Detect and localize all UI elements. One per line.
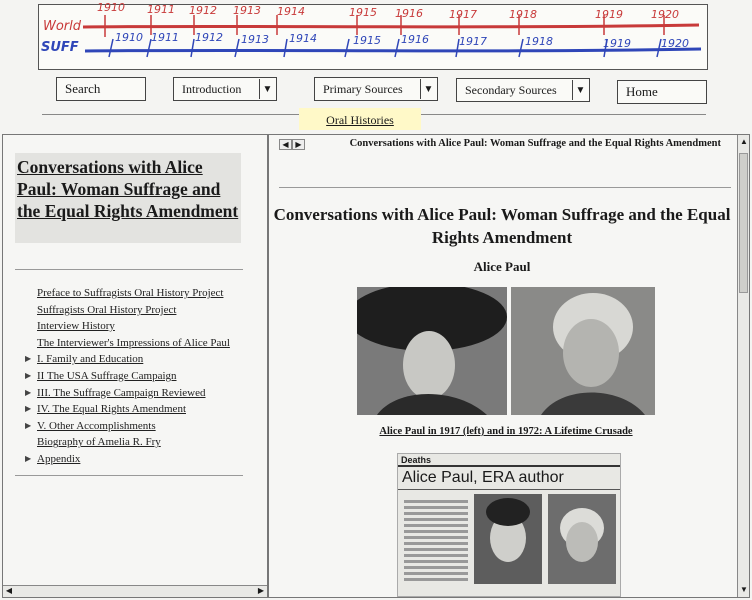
- scroll-right-icon[interactable]: ▶: [257, 586, 265, 595]
- expand-triangle-icon[interactable]: ▶: [25, 453, 32, 463]
- photo-caption[interactable]: Alice Paul in 1917 (left) and in 1972: A Lifetime Crusade: [379, 426, 633, 437]
- clipping-photo-left: [474, 494, 542, 584]
- alice-paul-1917-photo: [357, 287, 507, 415]
- divider: [15, 475, 243, 476]
- toc-link[interactable]: Suffragists Oral History Project: [37, 303, 177, 316]
- toc-link[interactable]: Preface to Suffragists Oral History Project: [37, 287, 224, 299]
- world-year: 1911: [147, 3, 175, 16]
- toc-link[interactable]: Interview History: [37, 320, 115, 333]
- forward-arrow-icon[interactable]: ▶: [292, 139, 305, 150]
- scroll-left-icon[interactable]: ◀: [5, 586, 13, 595]
- world-year: 1912: [189, 4, 217, 17]
- world-year: 1918: [509, 8, 537, 21]
- world-year: 1917: [449, 8, 477, 21]
- toc-title-box: [15, 153, 241, 243]
- secondary-sources-dropdown[interactable]: [456, 78, 590, 102]
- expand-triangle-icon[interactable]: ▶: [25, 404, 32, 414]
- world-year: 1913: [233, 4, 261, 17]
- expand-triangle-icon[interactable]: ▶: [25, 387, 32, 397]
- toc-item[interactable]: [25, 335, 265, 352]
- clipping-section: Deaths: [401, 455, 432, 465]
- chevron-down-icon[interactable]: ▼: [259, 79, 275, 99]
- scrollbar-thumb[interactable]: [739, 153, 748, 293]
- scroll-down-icon[interactable]: ▼: [740, 585, 748, 594]
- search-button-label: Search: [65, 81, 101, 96]
- home-button-label: Home: [626, 84, 658, 99]
- suff-year: 1916: [401, 33, 429, 46]
- toc-title[interactable]: Conversations with Alice Paul: Woman Suffrage and the Equal Rights Amendment: [17, 157, 239, 221]
- toc-item[interactable]: [25, 302, 265, 319]
- suff-year: 1918: [525, 35, 553, 48]
- timeline-suff-label: SUFF: [41, 40, 79, 55]
- toc-item[interactable]: [25, 418, 265, 435]
- introduction-dropdown[interactable]: [173, 77, 277, 101]
- divider: [279, 187, 731, 188]
- introduction-label: Introduction: [182, 81, 242, 96]
- toc-item[interactable]: [25, 385, 265, 402]
- toc-link[interactable]: II The USA Suffrage Campaign: [37, 369, 177, 382]
- toc-pane: [3, 135, 269, 597]
- suff-year: 1912: [195, 31, 223, 44]
- primary-sources-label: Primary Sources: [323, 81, 403, 96]
- toc-link[interactable]: Biography of Amelia R. Fry: [37, 436, 161, 449]
- world-year: 1916: [395, 7, 423, 20]
- toc-item[interactable]: [25, 434, 265, 451]
- home-button[interactable]: [617, 80, 707, 104]
- document-pane: [271, 135, 737, 597]
- toc-link[interactable]: IV. The Equal Rights Amendment: [37, 403, 186, 416]
- scroll-up-icon[interactable]: ▲: [740, 137, 748, 146]
- expand-triangle-icon[interactable]: ▶: [25, 370, 32, 380]
- toc-item[interactable]: [25, 451, 265, 468]
- secondary-sources-label: Secondary Sources: [465, 82, 557, 97]
- world-year: 1914: [277, 5, 305, 18]
- clipping-text-column: [404, 500, 468, 584]
- alice-paul-1972-photo: [511, 287, 655, 415]
- newspaper-clipping: [397, 453, 621, 597]
- expand-triangle-icon[interactable]: ▶: [25, 354, 32, 364]
- suff-year: 1919: [603, 37, 631, 50]
- document-author: Alice Paul: [473, 259, 531, 274]
- primary-sources-dropdown[interactable]: [314, 77, 438, 101]
- chevron-down-icon[interactable]: ▼: [572, 80, 588, 100]
- suff-year: 1913: [241, 33, 269, 46]
- vertical-scrollbar[interactable]: [737, 135, 749, 597]
- document-title: Conversations with Alice Paul: Woman Suffrage and the Equal Rights Amendment: [273, 205, 731, 247]
- submenu-oral-histories[interactable]: [299, 108, 421, 130]
- toc-link[interactable]: I. Family and Education: [37, 353, 144, 366]
- toc-item[interactable]: [25, 318, 265, 335]
- document-header-title: Conversations with Alice Paul: Woman Suffrage and the Equal Rights Amendment: [349, 138, 721, 149]
- suff-year: 1914: [289, 32, 317, 45]
- horizontal-scrollbar[interactable]: [3, 585, 267, 597]
- world-year: 1910: [97, 1, 125, 14]
- portrait-young-image: [357, 287, 507, 415]
- clipping-headline: Alice Paul, ERA author: [398, 467, 620, 490]
- world-year: 1919: [595, 8, 623, 21]
- back-arrow-icon[interactable]: ◀: [279, 139, 292, 150]
- toc-item[interactable]: [25, 368, 265, 385]
- content-frame: [2, 134, 750, 598]
- portrait-old-image: [511, 287, 655, 415]
- world-year: 1915: [349, 6, 377, 19]
- world-year: 1920: [651, 8, 679, 21]
- suff-year: 1910: [115, 31, 143, 44]
- toc-item[interactable]: [25, 351, 265, 368]
- toc-list: [25, 285, 265, 468]
- suff-year: 1911: [151, 31, 179, 44]
- toc-link[interactable]: The Interviewer's Impressions of Alice Paul: [37, 336, 230, 349]
- toc-item[interactable]: [25, 401, 265, 418]
- chevron-down-icon[interactable]: ▼: [420, 79, 436, 99]
- toc-item[interactable]: [25, 285, 265, 302]
- page-nav-arrows: [279, 139, 305, 150]
- clipping-photo-right: [548, 494, 616, 584]
- divider: [15, 269, 243, 270]
- expand-triangle-icon[interactable]: ▶: [25, 420, 32, 430]
- suff-year: 1917: [459, 35, 487, 48]
- suff-year: 1915: [353, 34, 381, 47]
- suff-year: 1920: [661, 37, 689, 50]
- timeline-world-label: World: [43, 19, 82, 34]
- toc-link[interactable]: V. Other Accomplishments: [37, 419, 156, 432]
- toc-link[interactable]: Appendix: [37, 452, 81, 465]
- search-button[interactable]: [56, 77, 146, 101]
- timeline: [38, 1, 708, 70]
- oral-histories-link[interactable]: Oral Histories: [326, 113, 394, 127]
- clipping-header: [398, 454, 620, 467]
- toc-link[interactable]: III. The Suffrage Campaign Reviewed: [37, 386, 206, 399]
